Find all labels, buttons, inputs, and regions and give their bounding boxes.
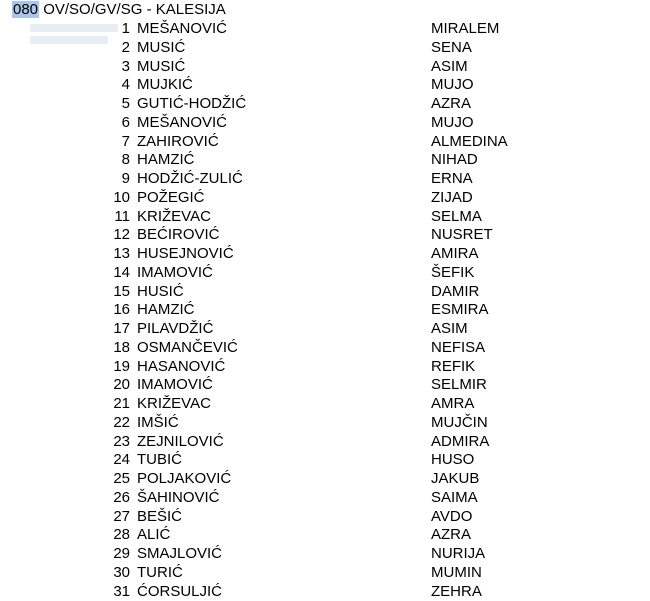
item-first-name: NURIJA <box>431 545 485 564</box>
item-first-name: MUJČIN <box>431 414 488 433</box>
item-number: 1 <box>122 20 130 39</box>
item-surname: HASANOVIĆ <box>137 358 225 377</box>
item-first-name: MUJO <box>431 114 474 133</box>
item-first-name: SENA <box>431 39 472 58</box>
candidate-list <box>0 20 650 601</box>
item-first-name: ESMIRA <box>431 301 489 320</box>
item-number: 21 <box>113 395 130 414</box>
item-surname: SMAJLOVIĆ <box>137 545 222 564</box>
item-surname: MUSIĆ <box>137 58 185 77</box>
item-first-name: ERNA <box>431 170 473 189</box>
item-surname: BEĆIROVIĆ <box>137 226 220 245</box>
item-surname: OSMANČEVIĆ <box>137 339 238 358</box>
item-surname: MEŠANOVIĆ <box>137 114 227 133</box>
item-number: 24 <box>113 451 130 470</box>
list-item <box>0 95 650 114</box>
list-item <box>0 114 650 133</box>
item-surname: POLJAKOVIĆ <box>137 470 231 489</box>
list-item <box>0 508 650 527</box>
list-header <box>12 0 226 20</box>
list-item <box>0 376 650 395</box>
item-first-name: ŠEFIK <box>431 264 474 283</box>
item-surname: HODŽIĆ-ZULIĆ <box>137 170 243 189</box>
item-number: 13 <box>113 245 130 264</box>
item-first-name: DAMIR <box>431 283 479 302</box>
list-item <box>0 320 650 339</box>
item-number: 7 <box>122 133 130 152</box>
item-surname: KRIŽEVAC <box>137 208 211 227</box>
item-number: 14 <box>113 264 130 283</box>
item-surname: KRIŽEVAC <box>137 395 211 414</box>
item-first-name: MIRALEM <box>431 20 499 39</box>
list-item <box>0 414 650 433</box>
item-first-name: NIHAD <box>431 151 478 170</box>
item-first-name: MUMIN <box>431 564 482 583</box>
item-number: 19 <box>113 358 130 377</box>
list-item <box>0 151 650 170</box>
item-surname: HUSIĆ <box>137 283 184 302</box>
item-number: 11 <box>114 208 130 227</box>
item-first-name: SELMA <box>431 208 482 227</box>
item-first-name: ZIJAD <box>431 189 473 208</box>
item-surname: BEŠIĆ <box>137 508 182 527</box>
item-number: 16 <box>113 301 130 320</box>
list-item <box>0 433 650 452</box>
list-code[interactable]: 080 <box>12 1 39 18</box>
item-first-name: HUSO <box>431 451 474 470</box>
item-number: 29 <box>113 545 130 564</box>
item-surname: IMAMOVIĆ <box>137 376 213 395</box>
item-number: 8 <box>122 151 130 170</box>
list-item <box>0 301 650 320</box>
item-surname: MUSIĆ <box>137 39 185 58</box>
item-number: 15 <box>113 283 130 302</box>
item-surname: IMŠIĆ <box>137 414 179 433</box>
item-first-name: MUJO <box>431 76 474 95</box>
item-number: 6 <box>122 114 130 133</box>
item-surname: MUJKIĆ <box>137 76 193 95</box>
item-number: 28 <box>113 526 130 545</box>
list-item <box>0 451 650 470</box>
item-number: 17 <box>113 320 130 339</box>
item-first-name: AZRA <box>431 95 471 114</box>
item-number: 5 <box>122 95 130 114</box>
item-first-name: ZEHRA <box>431 583 482 601</box>
item-first-name: NEFISA <box>431 339 485 358</box>
list-item <box>0 339 650 358</box>
list-item <box>0 133 650 152</box>
list-item <box>0 583 650 601</box>
list-item <box>0 76 650 95</box>
list-item <box>0 189 650 208</box>
item-surname: IMAMOVIĆ <box>137 264 213 283</box>
item-first-name: ADMIRA <box>431 433 489 452</box>
item-number: 26 <box>113 489 130 508</box>
item-number: 10 <box>113 189 130 208</box>
item-number: 30 <box>113 564 130 583</box>
list-item <box>0 470 650 489</box>
list-item <box>0 358 650 377</box>
item-first-name: SAIMA <box>431 489 478 508</box>
list-item <box>0 208 650 227</box>
item-surname: GUTIĆ-HODŽIĆ <box>137 95 246 114</box>
item-surname: ALIĆ <box>137 526 170 545</box>
list-item <box>0 489 650 508</box>
item-first-name: AVDO <box>431 508 472 527</box>
item-number: 20 <box>113 376 130 395</box>
item-surname: POŽEGIĆ <box>137 189 205 208</box>
item-number: 23 <box>113 433 130 452</box>
item-surname: TUBIĆ <box>137 451 182 470</box>
list-item <box>0 395 650 414</box>
item-number: 3 <box>122 58 130 77</box>
list-item <box>0 264 650 283</box>
list-item <box>0 170 650 189</box>
item-first-name: REFIK <box>431 358 475 377</box>
item-number: 18 <box>113 339 130 358</box>
item-surname: MEŠANOVIĆ <box>137 20 227 39</box>
list-item <box>0 245 650 264</box>
item-surname: ĆORSULJIĆ <box>137 583 222 601</box>
list-item <box>0 226 650 245</box>
list-item <box>0 283 650 302</box>
item-surname: ZEJNILOVIĆ <box>137 433 224 452</box>
item-first-name: AZRA <box>431 526 471 545</box>
item-first-name: ASIM <box>431 320 468 339</box>
list-item <box>0 526 650 545</box>
item-first-name: SELMIR <box>431 376 487 395</box>
item-first-name: JAKUB <box>431 470 479 489</box>
item-surname: ŠAHINOVIĆ <box>137 489 220 508</box>
list-item <box>0 20 650 39</box>
item-first-name: AMRA <box>431 395 474 414</box>
item-number: 22 <box>113 414 130 433</box>
item-number: 2 <box>122 39 130 58</box>
list-item <box>0 564 650 583</box>
item-number: 12 <box>113 226 130 245</box>
item-first-name: NUSRET <box>431 226 493 245</box>
item-number: 25 <box>113 470 130 489</box>
item-first-name: ALMEDINA <box>431 133 508 152</box>
item-surname: TURIĆ <box>137 564 183 583</box>
list-item <box>0 58 650 77</box>
item-number: 9 <box>122 170 130 189</box>
item-number: 27 <box>113 508 130 527</box>
item-number: 4 <box>122 76 130 95</box>
list-title: OV/SO/GV/SG - KALESIJA <box>43 1 226 18</box>
list-item <box>0 39 650 58</box>
item-first-name: AMIRA <box>431 245 479 264</box>
item-surname: ZAHIROVIĆ <box>137 133 219 152</box>
item-first-name: ASIM <box>431 58 468 77</box>
item-surname: HAMZIĆ <box>137 301 195 320</box>
item-surname: HAMZIĆ <box>137 151 195 170</box>
item-surname: PILAVDŽIĆ <box>137 320 213 339</box>
item-surname: HUSEJNOVIĆ <box>137 245 234 264</box>
list-item <box>0 545 650 564</box>
item-number: 31 <box>113 583 130 601</box>
